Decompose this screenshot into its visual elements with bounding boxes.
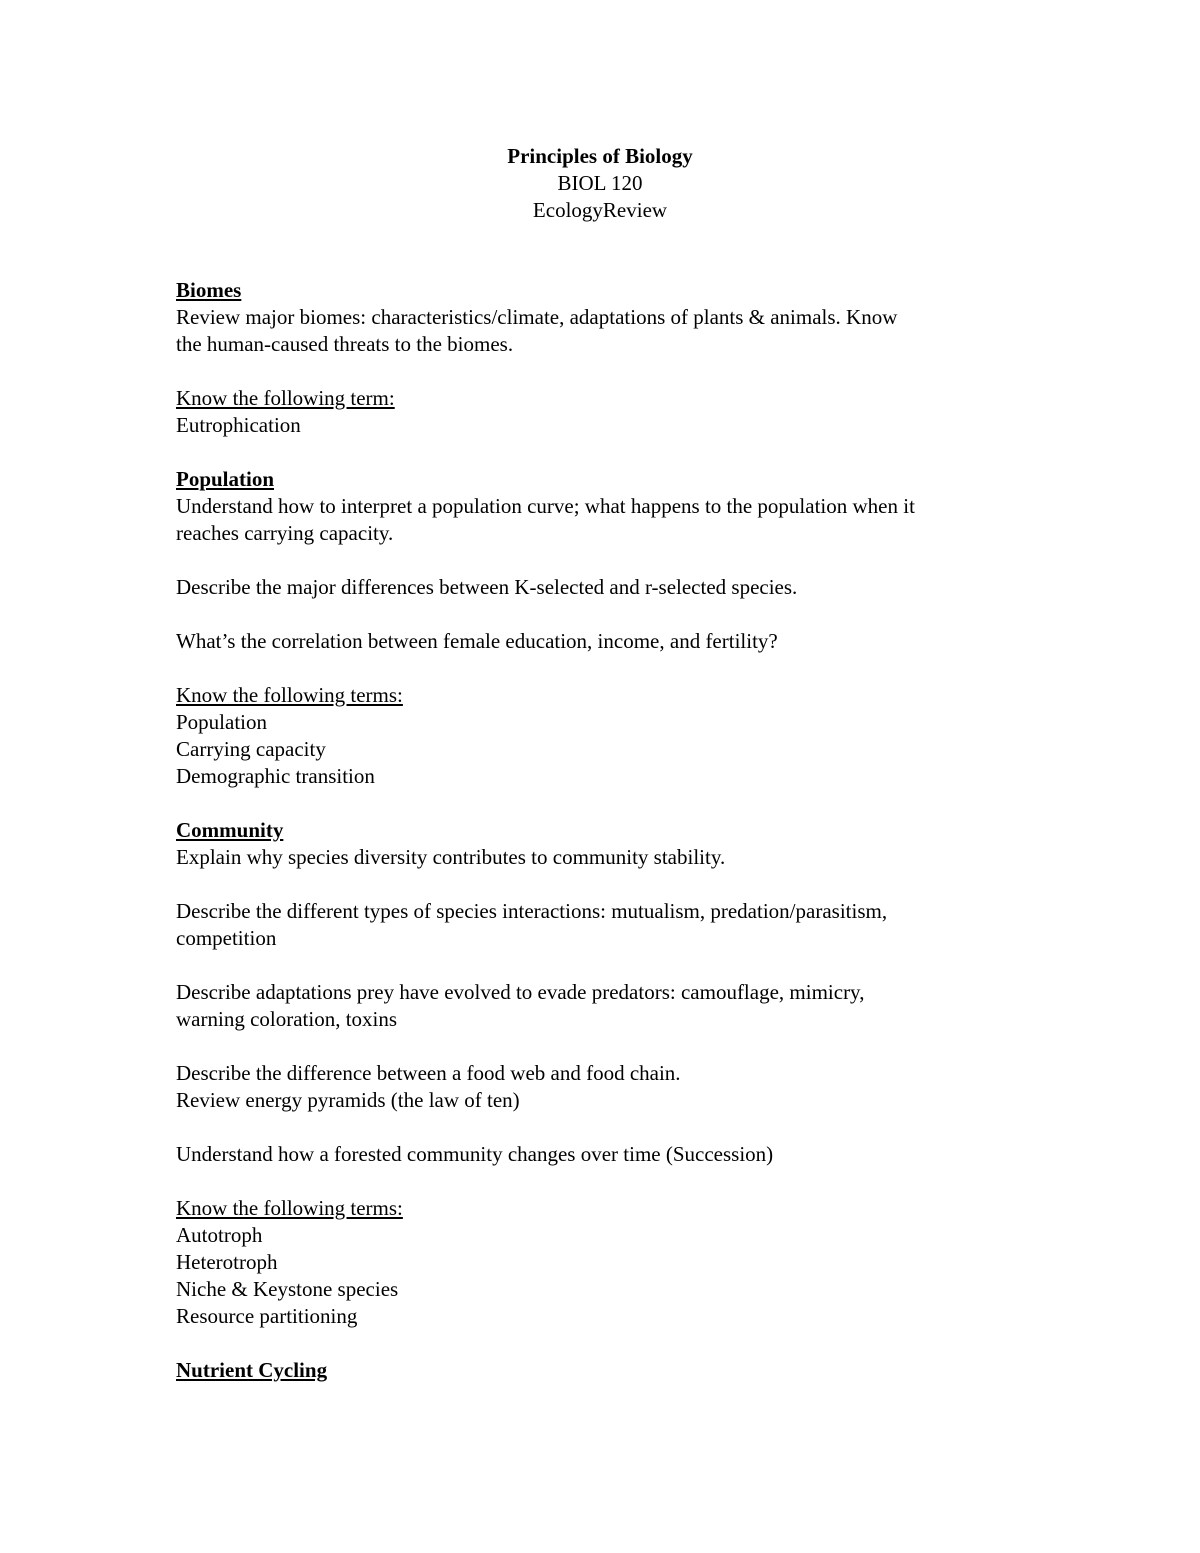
term-item: Heterotroph [176,1250,278,1274]
biomes-text-line: the human-caused threats to the biomes. [176,332,514,356]
community-text-line: Understand how a forested community changes over time (Succession) [176,1142,774,1166]
term-item: Autotroph [176,1223,263,1247]
population-text-line: reaches carrying capacity. [176,521,394,545]
title-block [0,143,1200,224]
course-code: BIOL 120 [557,171,643,195]
term-item: Resource partitioning [176,1304,358,1328]
population-text-line: Describe the major differences between K-selected and r-selected species. [176,575,798,599]
term-item: Carrying capacity [176,737,326,761]
population-text-line: What’s the correlation between female education, income, and fertility? [176,629,778,653]
page-subtitle: EcologyReview [532,198,668,222]
community-text-line: Review energy pyramids (the law of ten) [176,1088,520,1112]
term-item: Population [176,710,268,734]
population-text-line: Understand how to interpret a population curve; what happens to the population when it [176,494,915,518]
document-body [176,277,1026,1384]
section-heading-biomes: Biomes [176,278,242,302]
biomes-text-line: Review major biomes: characteristics/climate, adaptations of plants & animals. Know [176,305,898,329]
community-text-line: Explain why species diversity contributes to community stability. [176,845,726,869]
term-item: Demographic transition [176,764,375,788]
community-text-line: Describe the different types of species interactions: mutualism, predation/parasitism, [176,899,888,923]
section-heading-nutrient-cycling: Nutrient Cycling [176,1358,328,1382]
community-text-line: warning coloration, toxins [176,1007,398,1031]
community-text-line: competition [176,926,277,950]
term-item: Niche & Keystone species [176,1277,399,1301]
biomes-terms-label: Know the following term: [176,386,395,410]
term-item: Eutrophication [176,413,301,437]
section-heading-population: Population [176,467,275,491]
community-text-line: Describe the difference between a food web and food chain. [176,1061,681,1085]
community-terms-label: Know the following terms: [176,1196,403,1220]
population-terms-label: Know the following terms: [176,683,403,707]
page-title: Principles of Biology [507,144,693,168]
section-heading-community: Community [176,818,284,842]
community-text-line: Describe adaptations prey have evolved to evade predators: camouflage, mimicry, [176,980,865,1004]
